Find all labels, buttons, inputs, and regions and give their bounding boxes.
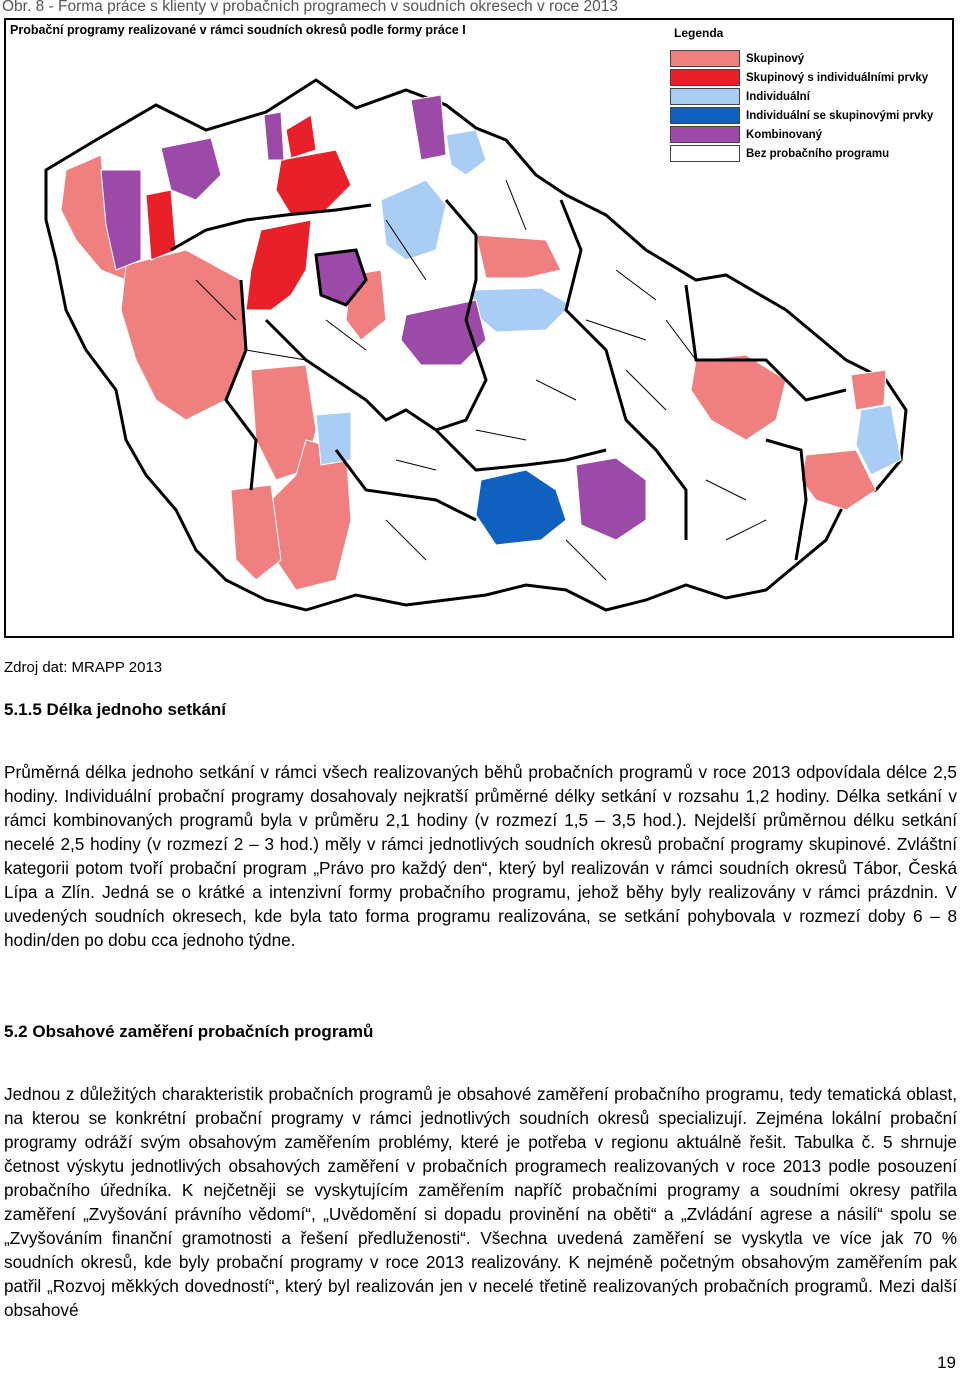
figure-source: Zdroj dat: MRAPP 2013 [4, 659, 163, 676]
map-figure [4, 18, 954, 638]
legend-swatch [670, 88, 740, 105]
legend-label: Individuální [746, 90, 810, 103]
figure-caption: Obr. 8 - Forma práce s klienty v probačních programech v soudních okresech v roce 2013 [2, 0, 618, 15]
legend-label: Skupinový [746, 52, 805, 65]
legend-label: Kombinovaný [746, 128, 823, 141]
legend-item [670, 144, 952, 163]
legend-item [670, 106, 952, 125]
legend-swatch [670, 126, 740, 143]
legend-swatch [670, 107, 740, 124]
legend-label: Skupinový s individuálními prvky [746, 71, 929, 84]
section-heading-5-1-5: 5.1.5 Délka jednoho setkání [4, 700, 227, 719]
legend-label: Bez probačního programu [746, 147, 890, 160]
page-number: 19 [937, 1353, 956, 1372]
legend-title: Legenda [674, 26, 724, 40]
section-5-1-5-paragraph: Průměrná délka jednoho setkání v rámci všech realizovaných běhů probačních programů v roce 2013 odpovídala délce 2,5 hodiny. Individuální probační programy dosahovaly nejkratší průměrné délky setkání v rozsahu 1,2 hodiny. Délka setkání v rámci kombinovaných programů byla v průměru 2,1 hodiny (v rozmezí 1,5 – 3,5 hod.). Nejdelší průměrnou délku setkání necelé 2,5 hodiny (v rozmezí 2 – 3 hod.) měly v rámci jednotlivých soudních okresů probační programy skupinové. Zvláštní kategorii potom tvoří probační program „Právo pro každý den“, který byl realizován v rámci soudních okresů Tábor, Česká Lípa a Zlín. Jedná se o krátké a intenzivní formy probačního programu, jehož běhy byly realizovány v rámci prázdnin. V uvedených soudních okresech, kde byla tato forma programu realizována, se setkání pohybovala v rozmezí doby 6 – 8 hodin/den po dobu cca jednoho týdne. [4, 762, 957, 950]
legend-swatch [670, 69, 740, 86]
map-legend [670, 26, 952, 163]
legend-swatch [670, 145, 740, 162]
legend-item [670, 125, 952, 144]
legend-swatch [670, 50, 740, 67]
legend-label: Individuální se skupinovými prvky [746, 109, 934, 122]
region-kombinovany-north2 [264, 112, 284, 160]
legend-item [670, 68, 952, 87]
map-title: Probační programy realizované v rámci soudních okresů podle formy práce I [10, 23, 466, 37]
region-individualni-south [316, 412, 351, 465]
section-5-2-paragraph: Jednou z důležitých charakteristik probačních programů je obsahové zaměření probačního programu, tedy tematická oblast, na kterou se konkrétní probační programy v rámci jednotlivých soudních okresů specializují. Zejména lokální probační programy odráží svým obsahovým zaměřením problémy, které je potřeba v regionu aktuálně řešit. Tabulka č. 5 shrnuje četnost výskytu jednotlivých obsahových zaměření v probačních programech realizovaných v roce 2013 podle posouzení probačního úředníka. K nejčetněji se vyskytujícím zaměřením napříč probačními programy a soudními okresy patřila zaměření „Zvyšování právního vědomí“, „Uvědomění si dopadu provinění na oběti“ a „Zvládání agrese a násilí“ spolu se „Zvyšováním finanční gramotnosti a řešení předluženosti“. Všechna uvedená zaměření se vyskytla ve více jak 70 % soudních okresů, kde byly probační programy v roce 2013 realizovány. K nejméně početným obsahovým zaměřením pak patřil „Rozvoj měkkých dovedností“, který byl realizován jen v necelé třetině realizovaných probačních programů. Mezi další obsahové [4, 1084, 957, 1320]
section-heading-5-2: 5.2 Obsahové zaměření probačních programů [4, 1022, 374, 1041]
legend-item [670, 49, 952, 68]
region-skupinovy-ostrava [851, 370, 886, 410]
legend-item [670, 87, 952, 106]
